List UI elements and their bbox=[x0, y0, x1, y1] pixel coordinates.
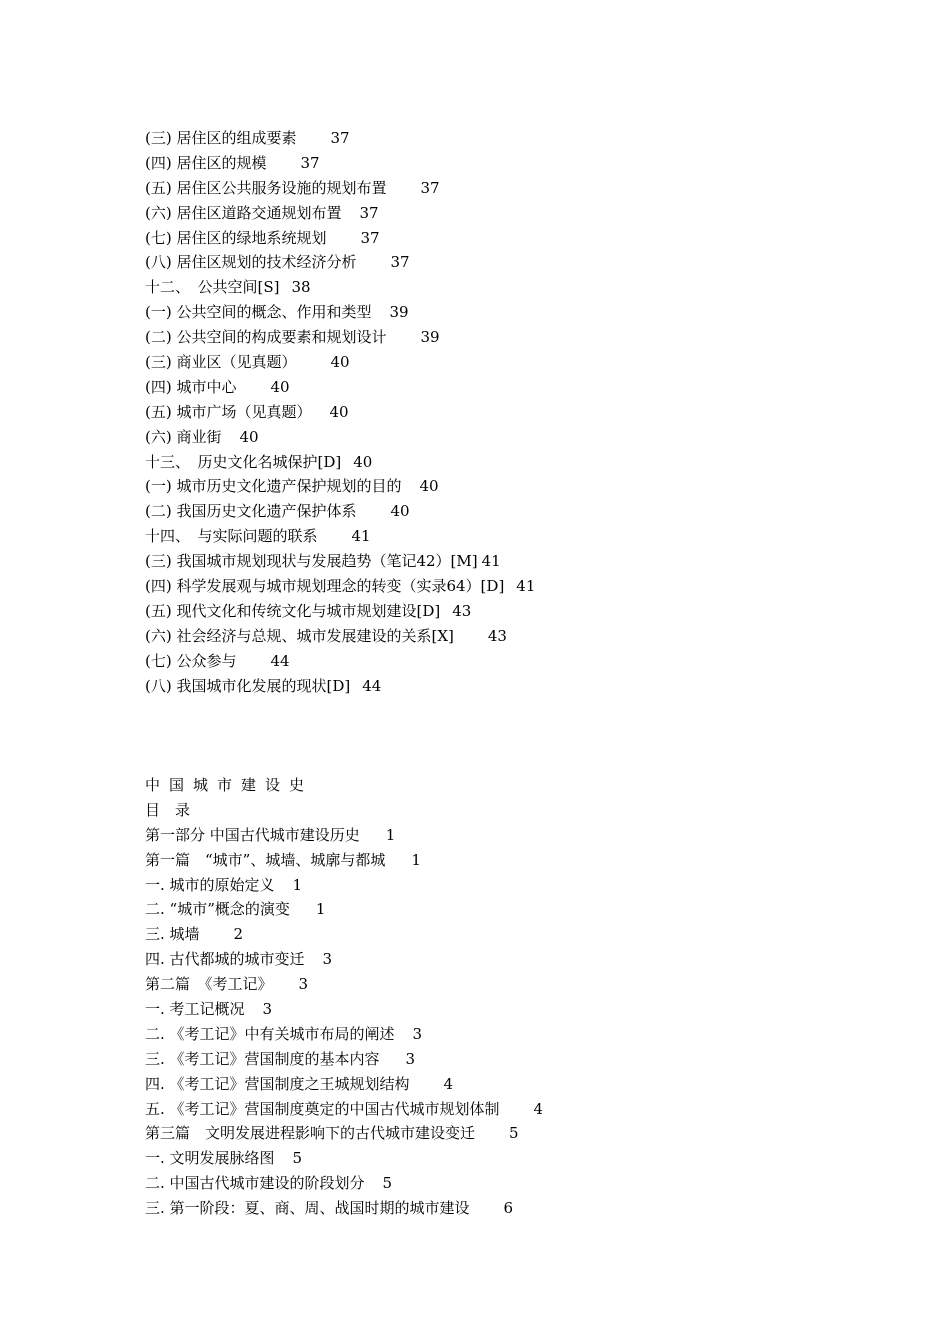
toc-entry bbox=[145, 126, 535, 151]
toc-entry bbox=[145, 375, 535, 400]
toc-entry-page-number: 1 bbox=[315, 900, 326, 919]
toc-entry-page-number: 44 bbox=[362, 676, 382, 695]
toc-entry-page-number: 40 bbox=[239, 427, 259, 446]
toc-entry-page-number: 2 bbox=[233, 925, 244, 944]
toc-entry-title: 三. 城墙 bbox=[145, 925, 200, 944]
toc-section-city-history bbox=[145, 773, 543, 1221]
toc-entry-page-number: 3 bbox=[262, 1000, 273, 1019]
toc-entry bbox=[145, 674, 535, 699]
toc-entry bbox=[145, 1097, 543, 1122]
toc-entry-title: (六) 居住区道路交通规划布置 bbox=[145, 203, 342, 222]
toc-entry-title: (四) 居住区的规模 bbox=[145, 153, 267, 172]
section-title: 中国城市建设史 bbox=[145, 776, 314, 794]
toc-entry-page-number: 40 bbox=[330, 353, 350, 372]
toc-entry-title: (一) 公共空间的概念、作用和类型 bbox=[145, 303, 372, 322]
toc-entry-page-number: 39 bbox=[420, 328, 440, 347]
toc-entry bbox=[145, 1072, 543, 1097]
toc-entry-title: (八) 居住区规划的技术经济分析 bbox=[145, 253, 357, 272]
toc-entry-title: (六) 社会经济与总规、城市发展建设的关系[X] bbox=[145, 626, 454, 645]
toc-entry-page-number: 3 bbox=[298, 975, 309, 994]
toc-entry-title: 三. 《考工记》营国制度的基本内容 bbox=[145, 1049, 380, 1068]
toc-entry-title: (五) 现代文化和传统文化与城市规划建设[D] bbox=[145, 601, 441, 620]
toc-entry-title: (三) 商业区（见真题） bbox=[145, 353, 297, 372]
toc-entry-title: 三. 第一阶段：夏、商、周、战国时期的城市建设 bbox=[145, 1199, 470, 1218]
toc-entry bbox=[145, 300, 535, 325]
toc-entry bbox=[145, 499, 535, 524]
toc-entry-page-number: 37 bbox=[330, 129, 350, 147]
toc-entry bbox=[145, 201, 535, 226]
toc-entry-title: (二) 我国历史文化遗产保护体系 bbox=[145, 502, 357, 521]
toc-entry-title: 一. 考工记概况 bbox=[145, 1000, 245, 1019]
toc-entry-title: 二. 《考工记》中有关城市布局的阐述 bbox=[145, 1024, 395, 1043]
toc-entry bbox=[145, 226, 535, 251]
toc-entry bbox=[145, 649, 535, 674]
toc-entry-page-number: 37 bbox=[420, 178, 440, 197]
toc-entry-page-number: 5 bbox=[509, 1124, 519, 1143]
toc-entry bbox=[145, 425, 535, 450]
toc-entry-page-number: 37 bbox=[360, 228, 380, 247]
toc-entries bbox=[145, 823, 543, 1221]
toc-entry-title: 四. 《考工记》营国制度之王城规划结构 bbox=[145, 1074, 410, 1093]
toc-entry-page-number: 40 bbox=[353, 452, 373, 471]
toc-entry-page-number: 41 bbox=[351, 527, 371, 546]
toc-entry bbox=[145, 1171, 543, 1196]
toc-entry-page-number: 4 bbox=[443, 1074, 454, 1093]
toc-entry-page-number: 39 bbox=[389, 303, 409, 322]
toc-entry-title: 一. 城市的原始定义 bbox=[145, 875, 275, 894]
toc-entry bbox=[145, 873, 543, 898]
toc-entry-page-number: 40 bbox=[270, 377, 290, 396]
toc-entry bbox=[145, 549, 535, 574]
toc-entry bbox=[145, 599, 535, 624]
toc-entry-title: (三) 居住区的组成要素 bbox=[145, 129, 297, 147]
toc-entry-page-number: 3 bbox=[322, 950, 333, 969]
toc-entry-page-number: 43 bbox=[487, 626, 507, 645]
toc-entry-page-number: 40 bbox=[390, 502, 410, 521]
toc-entry-page-number: 41 bbox=[481, 552, 501, 571]
toc-entry bbox=[145, 823, 543, 848]
toc-entry bbox=[145, 151, 535, 176]
toc-entry-title: 第三篇 文明发展进程影响下的古代城市建设变迁 bbox=[145, 1124, 476, 1143]
toc-entry-title: (七) 居住区的绿地系统规划 bbox=[145, 228, 327, 247]
toc-entry-title: 四. 古代都城的城市变迁 bbox=[145, 950, 305, 969]
toc-entry-title: (七) 公众参与 bbox=[145, 651, 237, 670]
toc-entry-title: 二. “城市”概念的演变 bbox=[145, 900, 290, 919]
toc-entry-title: 第一篇 “城市”、城墙、城廓与都城 bbox=[145, 850, 386, 869]
toc-entry-title: 一. 文明发展脉络图 bbox=[145, 1149, 275, 1168]
toc-entry-page-number: 3 bbox=[412, 1024, 423, 1043]
toc-entry bbox=[145, 250, 535, 275]
toc-entry bbox=[145, 922, 543, 947]
toc-entry-page-number: 1 bbox=[292, 875, 303, 894]
toc-entry-title: 五. 《考工记》营国制度奠定的中国古代城市规划体制 bbox=[145, 1099, 500, 1118]
toc-entry bbox=[145, 400, 535, 425]
toc-entry-title: 第二篇 《考工记》 bbox=[145, 975, 273, 994]
toc-entry-title: (五) 居住区公共服务设施的规划布置 bbox=[145, 178, 387, 197]
toc-entry-page-number: 38 bbox=[291, 278, 311, 297]
toc-entry-page-number: 43 bbox=[452, 601, 472, 620]
toc-entry bbox=[145, 624, 535, 649]
toc-entry-page-number: 37 bbox=[359, 203, 379, 222]
toc-entry-title: 十三、 历史文化名城保护[D] bbox=[145, 452, 342, 471]
toc-entry-page-number: 3 bbox=[405, 1049, 416, 1068]
toc-entry bbox=[145, 1196, 543, 1221]
toc-entry-title: (二) 公共空间的构成要素和规划设计 bbox=[145, 328, 387, 347]
toc-entry-page-number: 1 bbox=[385, 825, 396, 844]
toc-entry-title: (一) 城市历史文化遗产保护规划的目的 bbox=[145, 477, 402, 496]
toc-entry-title: (八) 我国城市化发展的现状[D] bbox=[145, 676, 351, 695]
toc-entry-title: (四) 城市中心 bbox=[145, 377, 237, 396]
toc-entry-page-number: 4 bbox=[533, 1099, 544, 1118]
toc-entry-title: 第一部分 中国古代城市建设历史 bbox=[145, 825, 360, 844]
toc-entry-page-number: 6 bbox=[503, 1199, 514, 1218]
toc-entry bbox=[145, 1022, 543, 1047]
toc-entry bbox=[145, 176, 535, 201]
toc-entry bbox=[145, 897, 543, 922]
toc-entry-page-number: 40 bbox=[419, 477, 439, 496]
toc-entry bbox=[145, 524, 535, 549]
toc-entry bbox=[145, 350, 535, 375]
toc-entry-page-number: 44 bbox=[270, 651, 290, 670]
toc-entry-page-number: 37 bbox=[300, 153, 320, 172]
toc-entry-title: 十四、 与实际问题的联系 bbox=[145, 527, 318, 546]
toc-entry bbox=[145, 1146, 543, 1171]
toc-entry-page-number: 37 bbox=[390, 253, 410, 272]
toc-entry-page-number: 5 bbox=[382, 1174, 393, 1193]
toc-entry bbox=[145, 848, 543, 873]
toc-entry-title: 十二、 公共空间[S] bbox=[145, 278, 280, 297]
toc-entry-title: (三) 我国城市规划现状与发展趋势（笔记42）[M] bbox=[145, 552, 478, 571]
toc-entry-title: (五) 城市广场（见真题） bbox=[145, 402, 312, 421]
toc-entry bbox=[145, 275, 535, 300]
toc-entry bbox=[145, 972, 543, 997]
toc-entry-title: (四) 科学发展观与城市规划理念的转变（实录64）[D] bbox=[145, 577, 505, 596]
toc-entry bbox=[145, 450, 535, 475]
toc-entry-page-number: 1 bbox=[411, 850, 421, 869]
toc-entry bbox=[145, 1121, 543, 1146]
toc-entry-page-number: 40 bbox=[329, 402, 349, 421]
toc-entry-page-number: 5 bbox=[292, 1149, 303, 1168]
toc-entry bbox=[145, 997, 543, 1022]
toc-entry bbox=[145, 947, 543, 972]
toc-entry-page-number: 41 bbox=[516, 577, 536, 596]
toc-entry bbox=[145, 1047, 543, 1072]
section-subtitle: 目 录 bbox=[145, 800, 191, 819]
toc-section-urban-planning bbox=[145, 126, 535, 698]
toc-entry-title: (六) 商业街 bbox=[145, 427, 222, 446]
toc-entry-title: 二. 中国古代城市建设的阶段划分 bbox=[145, 1174, 365, 1193]
toc-entry bbox=[145, 574, 535, 599]
toc-entry bbox=[145, 325, 535, 350]
toc-entry bbox=[145, 474, 535, 499]
